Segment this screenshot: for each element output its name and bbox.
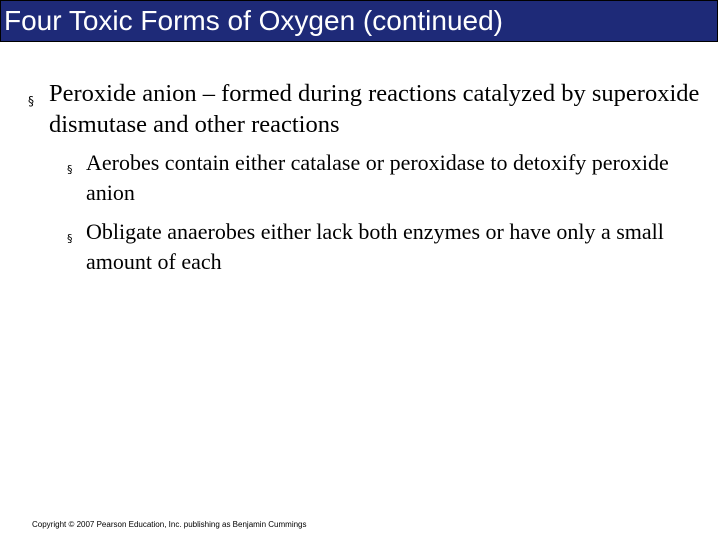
bullet-marker-icon: § xyxy=(67,232,73,245)
bullet-text: Peroxide anion – formed during reactions catalyzed by superoxide dismutase and other reactions xyxy=(49,80,700,138)
bullet-marker-icon: § xyxy=(28,94,34,108)
sub-bullet-text: Obligate anaerobes either lack both enzymes or have only a small amount of each xyxy=(86,219,664,274)
copyright-footer: Copyright © 2007 Pearson Education, Inc. publishing as Benjamin Cummings xyxy=(32,520,307,529)
sub-bullet-item xyxy=(67,217,697,277)
sub-bullet-text: Aerobes contain either catalase or peroxidase to detoxify peroxide anion xyxy=(86,150,669,205)
bullet-item xyxy=(28,78,708,140)
slide-title: Four Toxic Forms of Oxygen (continued) xyxy=(4,5,504,36)
sub-bullet-item xyxy=(67,148,697,208)
title-bar xyxy=(0,0,718,42)
bullet-marker-icon: § xyxy=(67,163,73,176)
